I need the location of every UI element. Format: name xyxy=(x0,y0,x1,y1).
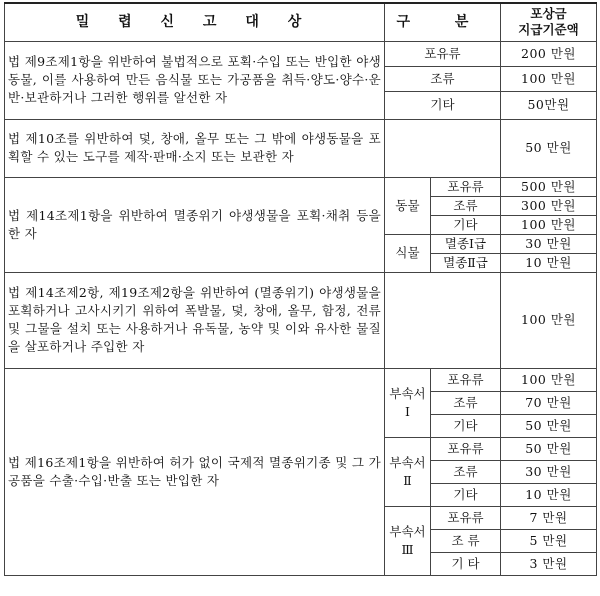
row1-amount-mammal: 200 만원 xyxy=(501,41,597,66)
row3-group-plant: 식물 xyxy=(385,234,431,272)
row3-animal-amount-bird: 300 만원 xyxy=(501,196,597,215)
row5-a1-amount-other: 50 만원 xyxy=(501,414,597,437)
row1-description: 법 제9조제1항을 위반하여 불법적으로 포획·수입 또는 반입한 야생동물, 이를 사용하여 만든 음식물 또는 가공품을 취득·양도·양수·운반·보관하거나 그러한 행위를 알선한 자 xyxy=(5,41,385,119)
row5-appendix2: 부속서Ⅱ xyxy=(385,437,431,506)
row1-amount-other: 50만원 xyxy=(501,91,597,119)
row5-a3-label-bird: 조 류 xyxy=(431,529,501,552)
row5-a1-label-bird: 조류 xyxy=(431,391,501,414)
row5-a2-amount-other: 10 만원 xyxy=(501,483,597,506)
row5-appendix1: 부속서Ⅰ xyxy=(385,368,431,437)
row4-blank xyxy=(385,272,501,368)
row3-group-animal: 동물 xyxy=(385,177,431,234)
header-gubun: 구 분 xyxy=(385,3,501,41)
row1-amount-bird: 100 만원 xyxy=(501,66,597,91)
row5-a3-amount-bird: 5 만원 xyxy=(501,529,597,552)
row5-a1-amount-bird: 70 만원 xyxy=(501,391,597,414)
row3-plant-amount-grade2: 10 만원 xyxy=(501,253,597,272)
row2-amount: 50 만원 xyxy=(501,119,597,177)
reward-table xyxy=(4,2,597,576)
row4-amount: 100 만원 xyxy=(501,272,597,368)
row5-a1-amount-mammal: 100 만원 xyxy=(501,368,597,391)
row1-label-bird: 조류 xyxy=(385,66,501,91)
row4-description: 법 제14조제2항, 제19조제2항을 위반하여 (멸종위기) 야생생물을 포획하거나 고사시키기 위하여 폭발물, 덫, 창애, 올무, 함정, 전류 및 그물을 설치 또는 사용하거나 유독물, 농약 및 이와 유사한 물질을 살포하거나 주입한 자 xyxy=(5,272,385,368)
row5-a2-label-other: 기타 xyxy=(431,483,501,506)
row5-a2-amount-mammal: 50 만원 xyxy=(501,437,597,460)
row5-a3-label-other: 기 타 xyxy=(431,552,501,575)
row1-label-mammal: 포유류 xyxy=(385,41,501,66)
row5-a3-amount-other: 3 만원 xyxy=(501,552,597,575)
header-reward-line1: 포상금 xyxy=(530,6,567,22)
row3-plant-label-grade2: 멸종Ⅱ급 xyxy=(431,253,501,272)
row1-label-other: 기타 xyxy=(385,91,501,119)
row2-description: 법 제10조를 위반하여 덫, 창애, 올무 또는 그 밖에 야생동물을 포획할 수 있는 도구를 제작·판매·소지 또는 보관한 자 xyxy=(5,119,385,177)
row5-description: 법 제16조제1항을 위반하여 허가 없이 국제적 멸종위기종 및 그 가공품을 수출·수입·반출 또는 반입한 자 xyxy=(5,368,385,575)
row3-plant-amount-grade1: 30 만원 xyxy=(501,234,597,253)
row5-a2-amount-bird: 30 만원 xyxy=(501,460,597,483)
row5-a1-label-mammal: 포유류 xyxy=(431,368,501,391)
row3-animal-amount-mammal: 500 만원 xyxy=(501,177,597,196)
header-target: 밀 렵 신 고 대 상 xyxy=(5,3,385,41)
row5-appendix3: 부속서Ⅲ xyxy=(385,506,431,575)
row5-a1-label-other: 기타 xyxy=(431,414,501,437)
header-reward xyxy=(501,3,597,41)
row3-animal-label-other: 기타 xyxy=(431,215,501,234)
row3-plant-label-grade1: 멸종Ⅰ급 xyxy=(431,234,501,253)
row2-blank xyxy=(385,119,501,177)
row3-animal-amount-other: 100 만원 xyxy=(501,215,597,234)
header-reward-line2: 지급기준액 xyxy=(518,22,579,38)
row3-animal-label-bird: 조류 xyxy=(431,196,501,215)
row5-a3-amount-mammal: 7 만원 xyxy=(501,506,597,529)
row5-a2-label-mammal: 포유류 xyxy=(431,437,501,460)
row3-description: 법 제14조제1항을 위반하여 멸종위기 야생생물을 포획·채취 등을 한 자 xyxy=(5,177,385,272)
row5-a3-label-mammal: 포유류 xyxy=(431,506,501,529)
row5-a2-label-bird: 조류 xyxy=(431,460,501,483)
row3-animal-label-mammal: 포유류 xyxy=(431,177,501,196)
